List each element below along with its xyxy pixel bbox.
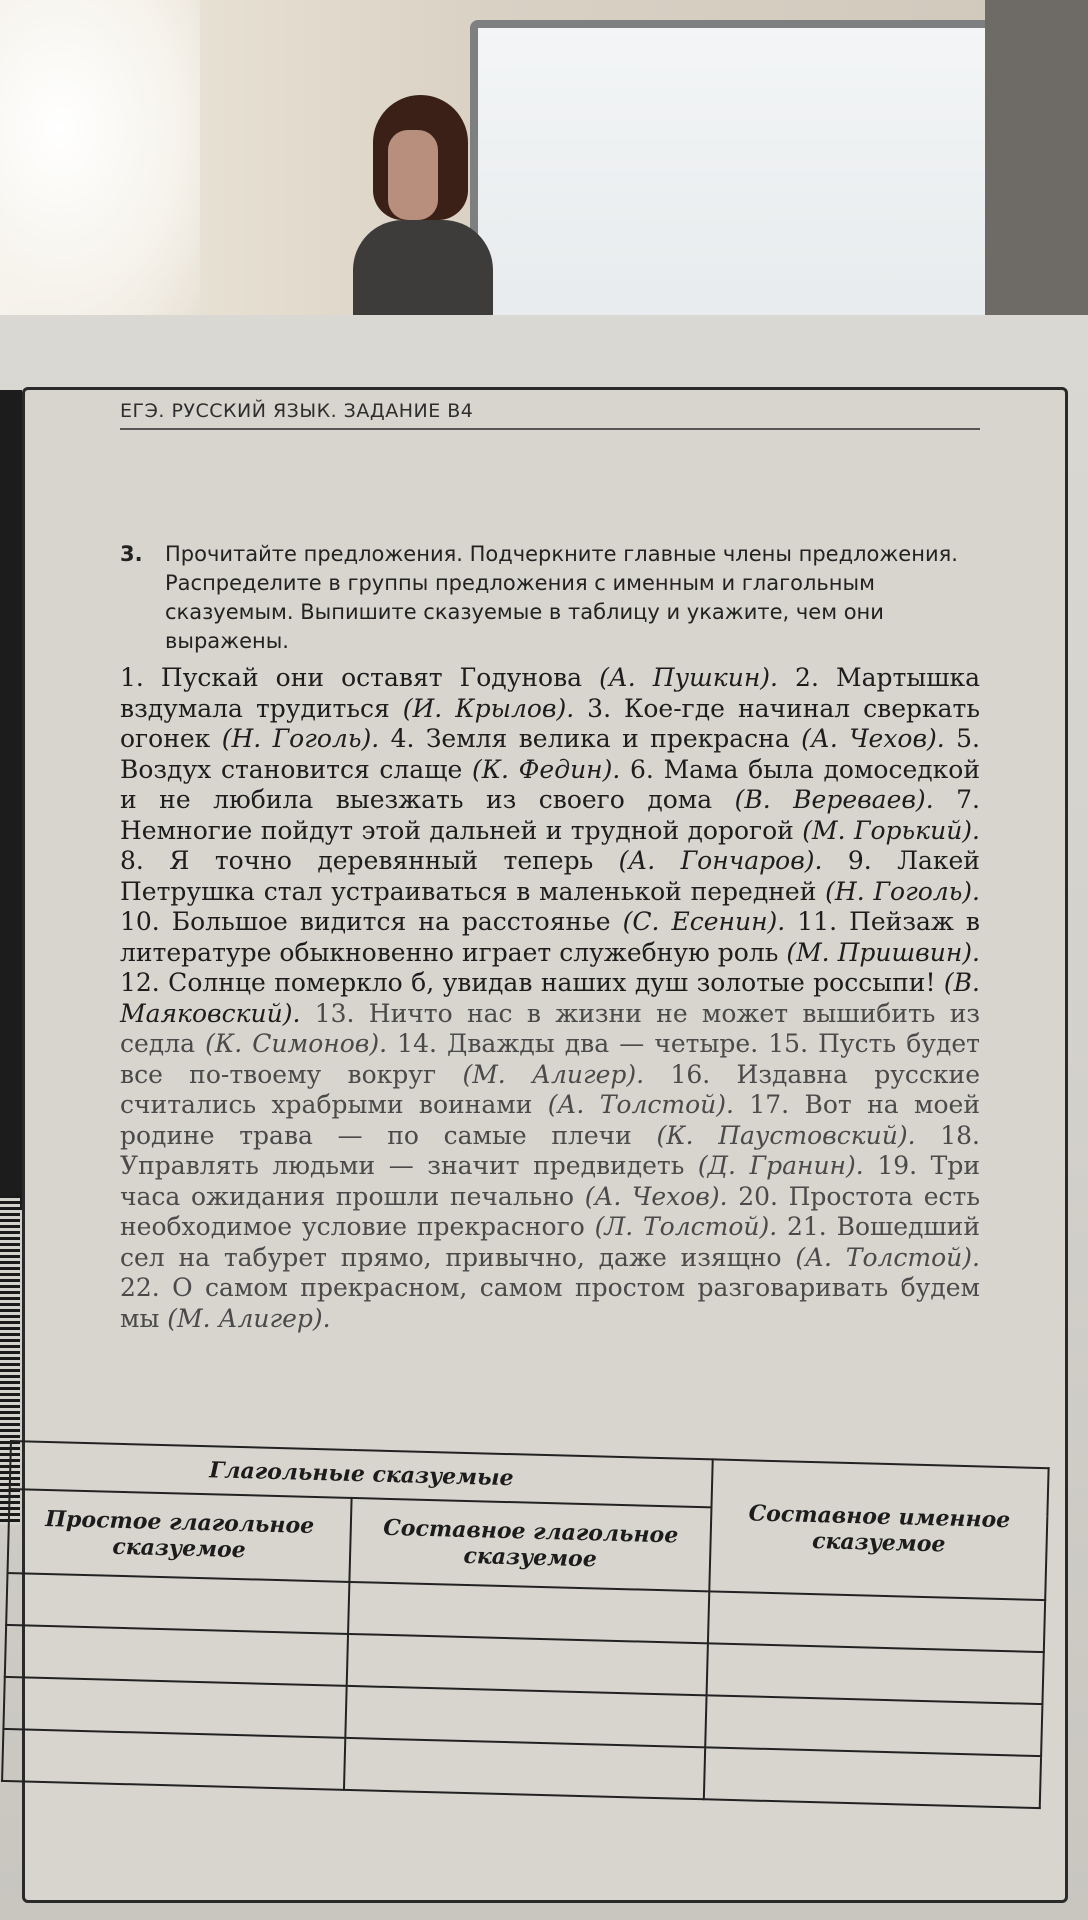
- sentence-text: 7. Немногие пойдут этой дальней и трудной дорогой: [120, 785, 980, 845]
- table-cell[interactable]: [704, 1747, 1041, 1808]
- sentence-text: 4. Земля велика и прекрасна: [379, 724, 802, 753]
- sentence-author: (К. Паустовский).: [656, 1120, 916, 1150]
- sentence-text: 3. Кое-где начинал сверкать огонек: [120, 693, 980, 753]
- sentence-author: (В. Вереваев).: [734, 785, 934, 814]
- wall-panel: [985, 0, 1088, 340]
- sentence-list: [120, 663, 980, 1334]
- sentence-author: (В. Маяковский).: [120, 968, 980, 1028]
- sentence-text: 8. Я точно деревянный теперь: [120, 846, 619, 875]
- sentence-text: 22. О самом прекрасном, самом простом разговаривать будем мы: [120, 1273, 980, 1333]
- sentence-text: 21. Вошедший сел на табурет прямо, привычно, даже изящно: [120, 1212, 980, 1272]
- compound-nominal-header: Составное именное сказуемое: [710, 1459, 1049, 1600]
- classroom-background: [0, 0, 1088, 330]
- sentence-text: 12. Солнце померкло б, увидав наших душ золотые россыпи!: [120, 968, 944, 997]
- sentence-author: (А. Толстой).: [795, 1242, 980, 1272]
- sentence-author: (А. Гончаров).: [618, 846, 823, 875]
- sentence-author: (С. Есенин).: [622, 907, 786, 936]
- sentence-author: (А. Пушкин).: [599, 663, 778, 692]
- sentence-author: (М. Алигер).: [462, 1059, 645, 1089]
- sentence-text: 1. Пускай они оставят Годунова: [120, 663, 600, 692]
- sentence-text: 2. Мартышка вздумала трудиться: [120, 663, 980, 723]
- table-cell[interactable]: [344, 1738, 706, 1799]
- sentence-author: (Н. Гоголь).: [825, 876, 981, 906]
- sentence-text: 13. Ничто нас в жизни не может вышибить из седла: [120, 998, 980, 1058]
- sentence-text: 14. Дважды два — четыре. 15. Пусть будет все по-твоему вокруг: [120, 1029, 980, 1089]
- sentence-author: (М. Пришвин).: [786, 937, 980, 967]
- window-light: [0, 0, 200, 320]
- sentence-text: 16. Издавна русские считались храбрыми воинами: [120, 1059, 980, 1119]
- sentence-author: (Д. Гранин).: [697, 1151, 864, 1180]
- sentence-author: (К. Федин).: [471, 754, 621, 784]
- answer-table: [1, 1440, 1050, 1809]
- sentence-text: 9. Лакей Петрушка стал устраиваться в маленькой передней: [120, 846, 980, 906]
- table-cell[interactable]: [345, 1686, 707, 1747]
- table-cell[interactable]: [5, 1625, 348, 1686]
- sentence-text: 20. Простота есть необходимое условие прекрасного: [120, 1181, 980, 1241]
- sentence-author: (А. Чехов).: [584, 1181, 728, 1211]
- table-cell[interactable]: [2, 1729, 345, 1790]
- sentence-author: (М. Алигер).: [167, 1303, 331, 1333]
- table-cell[interactable]: [707, 1643, 1044, 1704]
- sentence-text: 11. Пейзаж в литературе обыкновенно играет служебную роль: [120, 907, 980, 967]
- simple-verbal-header: Простое глагольное сказуемое: [8, 1489, 352, 1582]
- compound-verbal-header: Составное глагольное сказуемое: [349, 1498, 712, 1591]
- table-cell[interactable]: [6, 1573, 349, 1634]
- sentence-text: 19. Три часа ожидания прошли печально: [120, 1151, 980, 1211]
- sentence-text: 6. Мама была домоседкой и не любила выезжать из своего дома: [120, 754, 981, 814]
- sentence-text: 18. Управлять людьми — значит предвидеть: [120, 1120, 980, 1180]
- teacher-figure: [348, 95, 493, 335]
- running-head: ЕГЭ. РУССКИЙ ЯЗЫК. ЗАДАНИЕ В4: [120, 400, 980, 430]
- table-cell[interactable]: [706, 1695, 1043, 1756]
- table-cell[interactable]: [346, 1634, 708, 1695]
- sentence-author: (Л. Толстой).: [594, 1212, 778, 1241]
- sentence-author: (М. Горький).: [802, 815, 980, 845]
- table-cell[interactable]: [3, 1677, 346, 1738]
- sentence-author: (Н. Гоголь).: [221, 724, 380, 753]
- teacher-face: [388, 130, 438, 220]
- sentence-author: (И. Крылов).: [402, 693, 575, 723]
- task-instruction: Прочитайте предложения. Подчеркните главные члены предложения. Распределите в группы предложения с именным и глагольным сказуемым. Выпишите сказуемые в таблицу и укажите, чем они выражены.: [165, 542, 958, 653]
- sentence-author: (А. Чехов).: [801, 724, 945, 753]
- book-spine: [0, 390, 22, 1210]
- sentence-text: 5. Воздух становится слаще: [120, 724, 981, 784]
- table-cell[interactable]: [348, 1582, 710, 1643]
- table-cell[interactable]: [708, 1591, 1045, 1652]
- task-number: 3.: [120, 542, 143, 566]
- task-block: [120, 540, 970, 656]
- sentence-text: 10. Большое видится на расстоянье: [120, 907, 623, 936]
- sentence-author: (К. Симонов).: [205, 1029, 388, 1058]
- sentence-text: 17. Вот на моей родине трава — по самые плечи: [120, 1090, 980, 1150]
- sentence-author: (А. Толстой).: [547, 1090, 734, 1119]
- verbal-predicates-header: Глагольные сказуемые: [10, 1441, 713, 1507]
